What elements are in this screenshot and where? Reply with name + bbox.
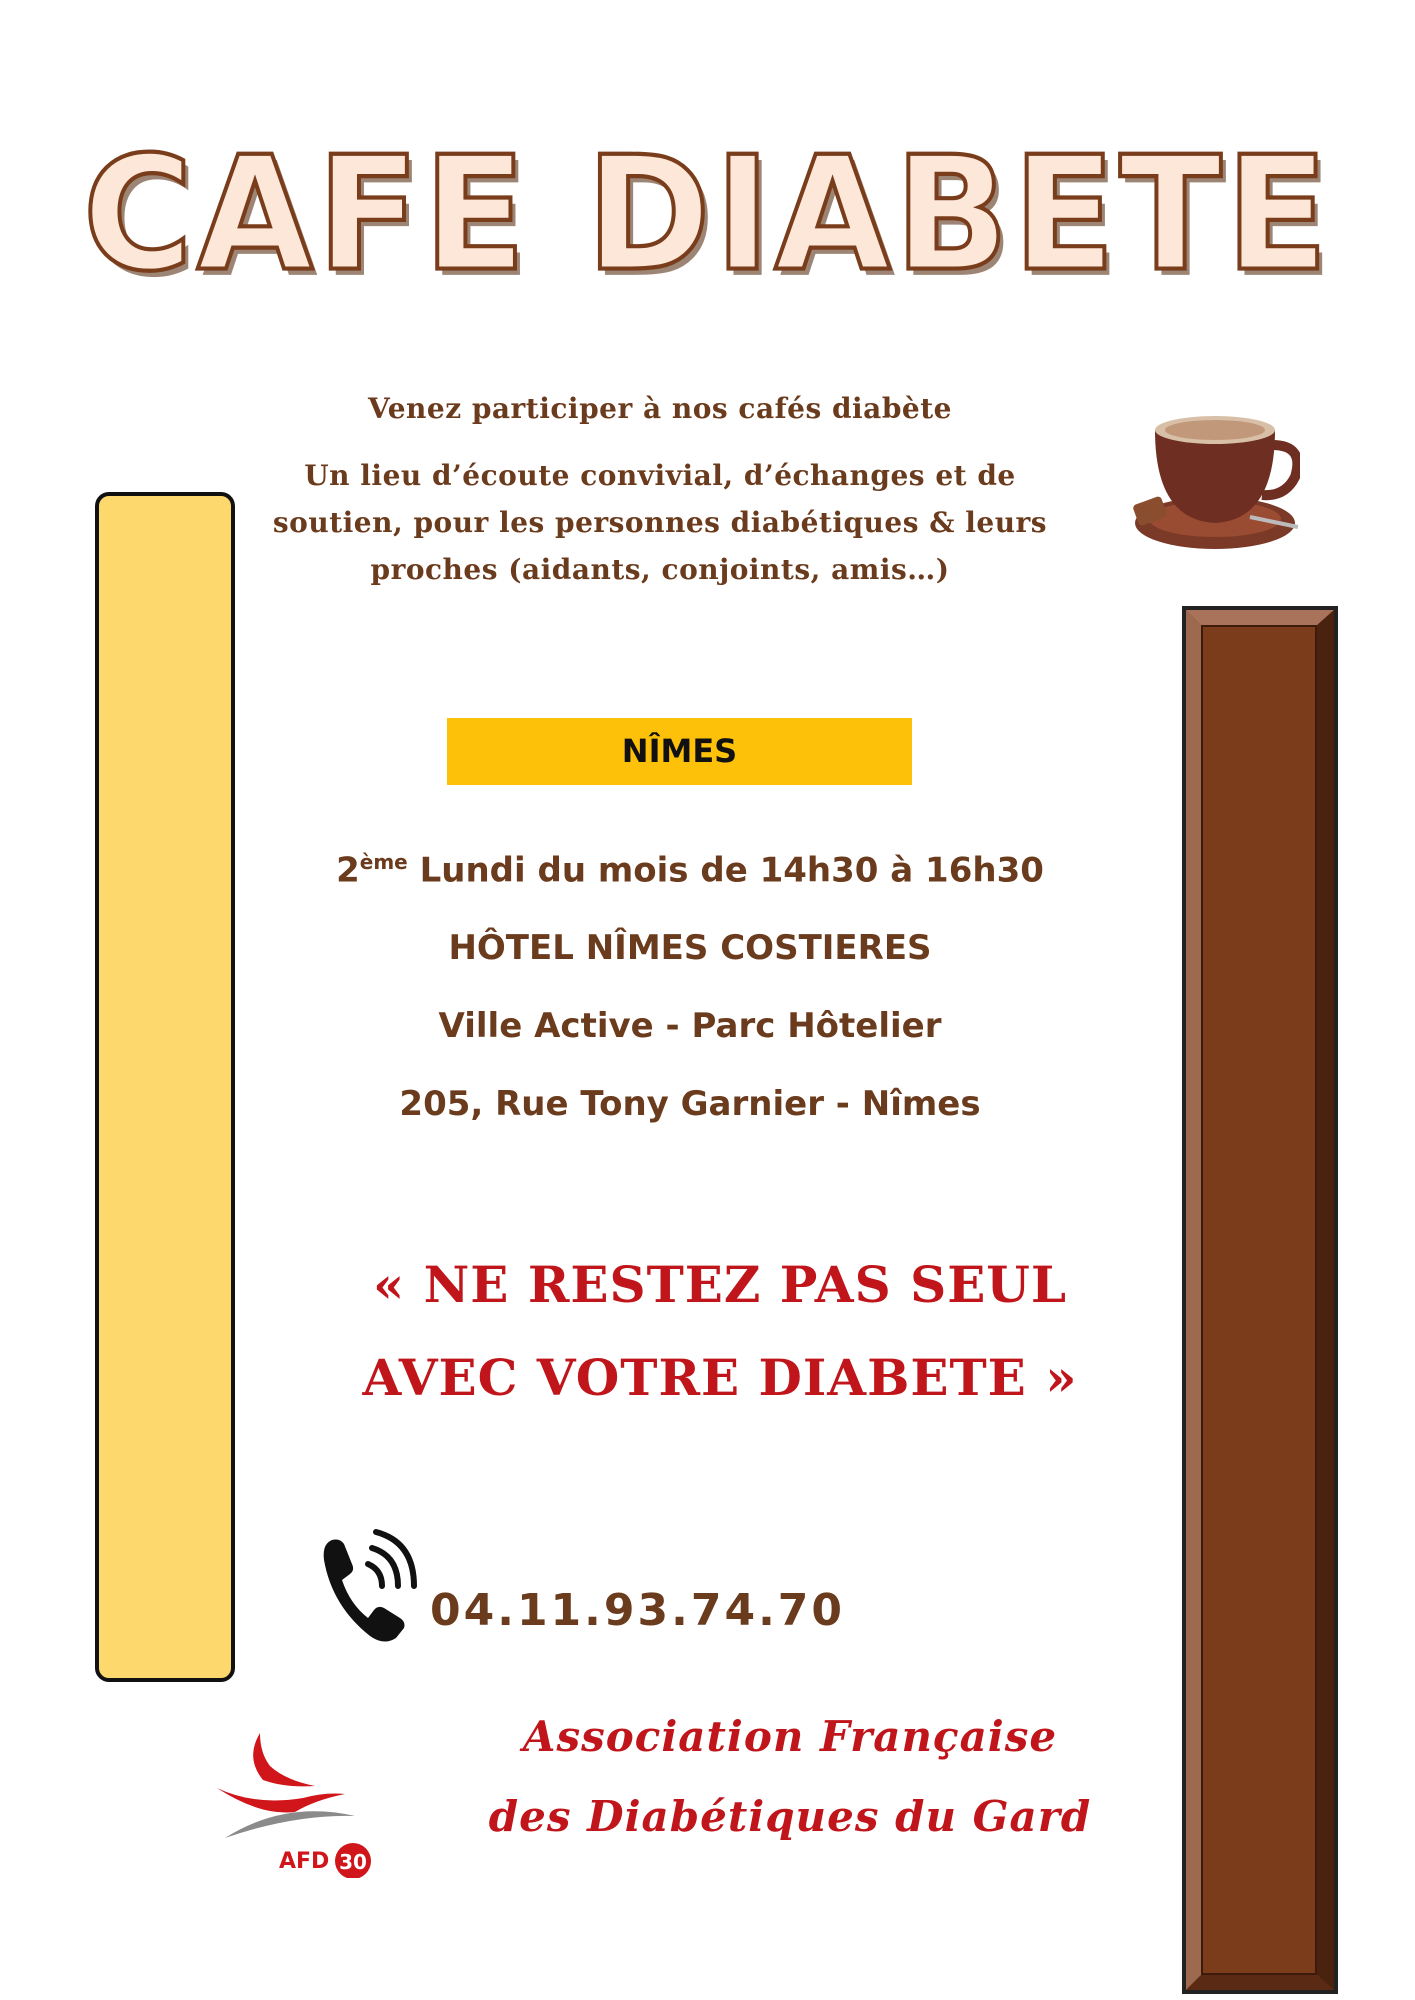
schedule-ordinal: 2 (336, 850, 360, 891)
decorative-chocolate-bar (1182, 606, 1338, 1994)
slogan-line-2: AVEC VOTRE DIABETE » (362, 1348, 1078, 1407)
decorative-yellow-bar (95, 492, 235, 1682)
venue-area: Ville Active - Parc Hôtelier (438, 1006, 942, 1046)
schedule-ordinal-suffix: ème (359, 850, 408, 874)
city-label: NÎMES (447, 718, 912, 785)
association-line-2: des Diabétiques du Gard (488, 1792, 1092, 1841)
intro-line-1: Venez participer à nos cafés diabète (368, 392, 952, 425)
venue-name: HÔTEL NÎMES COSTIERES (448, 928, 932, 968)
svg-text:30: 30 (339, 1850, 367, 1874)
schedule-line (290, 850, 1090, 890)
schedule-text: Lundi du mois de 14h30 à 16h30 (407, 850, 1044, 891)
association-line-1: Association Française (522, 1712, 1058, 1761)
phone-icon (318, 1528, 418, 1652)
afd-bird-logo (215, 1728, 385, 1882)
svg-text:AFD: AFD (279, 1849, 330, 1874)
poster-title: CAFE DIABETE (82, 123, 1333, 307)
intro-line-2: Un lieu d’écoute convivial, d’échanges et de soutien, pour les personnes diabétiques & leurs proches (aidants, conjoints, amis…) (272, 459, 1048, 586)
phone-number: 04.11.93.74.70 (430, 1585, 846, 1636)
slogan-line-1: « NE RESTEZ PAS SEUL (372, 1255, 1068, 1314)
venue-address: 205, Rue Tony Garnier - Nîmes (399, 1084, 981, 1124)
coffee-cup-icon (1130, 405, 1300, 559)
